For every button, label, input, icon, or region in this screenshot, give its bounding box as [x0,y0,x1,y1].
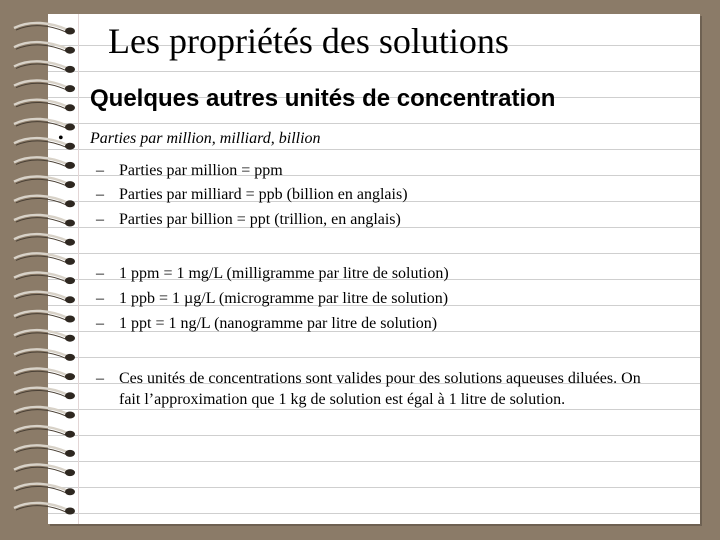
dash-marker: – [96,211,104,228]
spiral-binding [10,16,80,526]
slide-subtitle: Quelques autres unités de concentration [90,85,556,112]
dash-marker: – [96,370,104,387]
spiral-ring [14,426,75,438]
dash-marker: – [96,162,104,179]
spiral-ring [14,81,75,93]
dash-marker: – [96,265,104,282]
spiral-ring [14,369,75,381]
spiral-ring [14,196,75,208]
spiral-ring [14,234,75,246]
dash-marker: – [96,290,104,307]
sub-item-ppb-definition [96,288,656,309]
spiral-ring [14,330,75,342]
sub-item-ppm [96,160,656,181]
spiral-ring [14,177,75,189]
bullet-marker: • [58,130,64,147]
dash-marker: – [96,315,104,332]
sub-item-ppt [96,209,656,230]
sub-item-text: Parties par million = ppm [119,162,283,179]
spiral-ring [14,119,75,131]
sub-item-note [96,368,656,410]
dash-marker: – [96,186,104,203]
spiral-ring [14,445,75,457]
spiral-ring [14,311,75,323]
sub-item-ppb [96,184,656,205]
sub-item-ppm-definition [96,263,656,284]
spiral-ring [14,292,75,304]
spiral-ring [14,407,75,419]
sub-item-text: Ces unités de concentrations sont valides pour des solutions aqueuses diluées. On fait l’approximation que 1 kg de solution est égal à 1 litre de solution. [119,370,641,408]
spiral-ring [14,42,75,54]
spiral-ring [14,215,75,227]
spiral-ring [14,465,75,477]
sub-item-text: Parties par milliard = ppb (billion en anglais) [119,186,408,203]
sub-item-ppt-definition [96,313,656,334]
spiral-ring [14,23,75,35]
spiral-ring [14,61,75,73]
spiral-ring [14,484,75,496]
sub-item-text: Parties par billion = ppt (trillion, en anglais) [119,211,401,228]
spiral-ring [14,253,75,265]
bullet-text: Parties par million, milliard, billion [90,130,321,147]
spiral-ring [14,100,75,112]
sub-item-text: 1 ppm = 1 mg/L (milligramme par litre de solution) [119,265,449,282]
spiral-ring [14,273,75,285]
spiral-ring [14,503,75,515]
spiral-ring [14,349,75,361]
sub-item-text: 1 ppb = 1 µg/L (microgramme par litre de solution) [119,290,449,307]
sub-item-text: 1 ppt = 1 ng/L (nanogramme par litre de solution) [119,315,438,332]
spiral-ring [14,138,75,150]
spiral-ring [14,388,75,400]
slide-title: Les propriétés des solutions [108,21,509,61]
spiral-ring [14,157,75,169]
